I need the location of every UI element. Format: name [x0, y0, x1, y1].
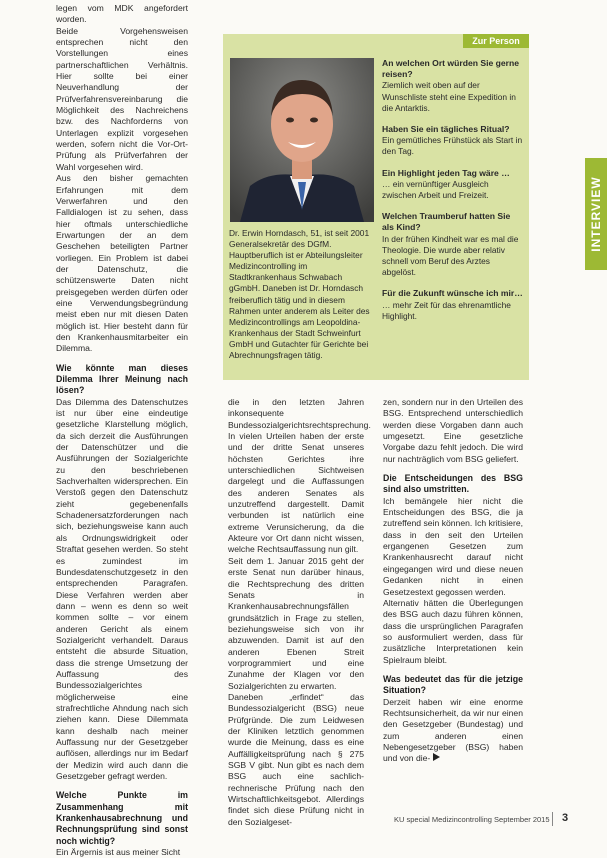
- paragraph: Das Dilemma des Datenschutzes ist nur über eine eindeutige gesetzliche Klarstellung möglich, da sich derzeit die Ausführungen der Datenschützer und die Ausführungen der Sozialgerichte zu den beschriebenen Sachverhalten widersprechen. Ein Verstoß gegen den Datenschutz zieht gegebenenfalls Schadenersatzforderungen nach sich, beziehungsweise kann auch als Ordnungswidrigkeit oder Straftat gesehen werden. So steht es zumindest im Bundesdatenschutzgesetz in den entsprechenden Paragrafen. Diese Verfahren werden aber dann – wenn es denn so weit kommen sollte – vor einem anderen Gericht als einem Sozialgericht verhandelt. Daraus entsteht die absurde Situation, dass die strenge Umsetzung der Auffassung des Bundessozialgerichtes möglicherweise eine strafrechtliche Ahndung nach sich ziehen kann. Diese Dilemmata kann deshalb nach meiner Auffassung nur der Gesetzgeber auflösen, allerdings nur im Bedarf der Medizin wird auch dann die Gesetzgeber gefragt werden.: [56, 396, 188, 782]
- portrait-caption: Dr. Erwin Horndasch, 51, ist seit 2001 Generalsekretär des DGfM. Hauptberuflich ist er Abteilungsleiter Medizincontrolling im Stadtkrankenhaus Schwabach gGmbH. Daneben ist Dr. Horndasch freiberuflich tätig und in diesem Rahmen unter anderem als Leiter des Medizincontrollings am Leopoldina-Krankenhaus der Stadt Schweinfurt GmbH und Gutachter für Gerichte bei Abrechnungsfragen tätig.: [229, 228, 370, 361]
- portrait-illustration: [230, 58, 374, 222]
- side-tab-label: INTERVIEW: [589, 176, 603, 252]
- qa-answer: Ziemlich weit oben auf der Wunschliste steht eine Expedition in die Antarktis.: [382, 80, 516, 113]
- qa-answer: … mehr Zeit für das ehrenamtliche Highlight.: [382, 299, 511, 321]
- column-right: [383, 397, 523, 765]
- paragraph: Daneben „erfindet“ das Bundessozialgericht (BSG) neue Prüfgründe. Die zum Leidwesen der Kliniken letztlich genommen wurde die Meinung, dass es eine Auffälligkeitsprüfung nach § 275 SGB V gibt. Nun gibt es nach dem BSG auch eine sachlich-rechnerische Prüfung nach den Wirtschaftlichkeitsgebot. Allerdings findet sich diese Prüfung nicht in den Sozialgeset-: [228, 691, 364, 827]
- qa-question: Haben Sie ein tägliches Ritual?: [382, 124, 510, 135]
- section-tag: Zur Person: [463, 34, 529, 48]
- question-heading: Die Entscheidungen des BSG sind also umstritten.: [383, 473, 523, 495]
- page-number: 3: [562, 812, 569, 824]
- column-middle: [228, 397, 371, 828]
- continue-arrow-icon: [433, 753, 440, 761]
- footer-divider: [552, 812, 553, 826]
- question-heading: Welche Punkte im Zusammenhang mit Krankenhausabrechnung und Rechnungsprüfung sind sonst noch wichtig?: [56, 790, 188, 846]
- paragraph: Ich bemängele hier nicht die Entscheidungen des BSG, die ja zutreffend sein können. Ich kritisiere, dass in den seit den Urteilen ergangenen Gesetzen zum Krankenhausrecht darauf nicht eingegangen wird und diese neuen Gedanken nicht in einen Gesetzestext gegossen werden.: [383, 495, 523, 597]
- paragraph-text: Derzeit haben wir eine enorme Rechtsunsicherheit, da wir nur einen den Gesetzgeber (Bundestag) und zum anderen einen Nebengesetzgeber (BSG) haben und von die-: [383, 696, 523, 764]
- question-heading: Was bedeutet das für die jetzige Situation?: [383, 673, 523, 696]
- paragraph: Ein Ärgernis ist aus meiner Sicht: [56, 847, 181, 858]
- paragraph: die in den letzten Jahren inkonsequente Bundessozialgerichtsrechtsprechung. In vielen Urteilen haben der erste und der dritte Senat unseres höchsten Gerichtes ihre unterschiedlichen Sichtweisen dargelegt und die Auffassungen des anderen Senates als unzutreffend dargestellt. Damit verbunden ist natürlich eine extreme Verunsicherung, da die Akteure vor Ort dann nicht wissen, welche Rechtsauffassung nun gilt.: [228, 397, 371, 555]
- qa-question: Ein Highlight jeden Tag wäre …: [382, 167, 510, 178]
- qa-question: Für die Zukunft wünsche ich mir…: [382, 288, 523, 299]
- qa-answer: In der frühen Kindheit war es mal die Theologie. Die wurde aber relativ schnell vom Beruf des Arztes abgelöst.: [382, 233, 519, 278]
- paragraph: [383, 697, 523, 765]
- paragraph: Beide Vorgehensweisen entsprechen nicht den Vorstellungen eines partnerschaftlichen Verhältnis. Hier sollte bei einer Neuverhandlung der Prüfverfahrensvereinbarung die Möglichkeit des Nachreichens bzw. des Nachforderns von Unterlagen explizit vorgesehen werden, sofern nicht die Vor-Ort-Prüfung als Prüfverfahren der Wahl vorgesehen wird.: [56, 25, 188, 172]
- qa-answer: Ein gemütliches Frühstück als Start in den Tag.: [382, 135, 523, 157]
- question-heading: Wie könnte man dieses Dilemma Ihrer Meinung nach lösen?: [56, 362, 188, 396]
- interview-side-tab: [585, 158, 607, 270]
- portrait-photo: [230, 58, 374, 222]
- paragraph: Seit dem 1. Januar 2015 geht der erste Senat nun darüber hinaus, die Rechtsprechung des dritten Senats in Krankenhausabrechnungsfällen grundsätzlich in Frage zu stellen, beziehungsweise sich von ihr abzuwenden. Damit ist auf den anderen Ebenen Streit vorprogrammiert und eine Zunahme der Klagen vor den Sozialgerichten zu erwarten.: [228, 555, 364, 691]
- paragraph: zen, sondern nur in den Urteilen des BSG. Entsprechend unterschiedlich werden diese Vorgaben dann auch umgesetzt. Eine gesetzliche Vorgabe dazu fehlt jedoch. Die wird nur nachträglich vom BSG geliefert.: [383, 397, 523, 464]
- qa-list: [382, 58, 524, 332]
- column-left: [56, 3, 188, 858]
- paragraph: Aus den bisher gemachten Erfahrungen mit dem Verwerfahren und den Falldialogen ist zu sehen, dass hier oftmals unterschiedliche Erwartungen der an dem Geschehen beteiligten Partner vorliegen. Ein Problem ist dabei der Datenschutz, die schützenswerte Daten nicht preisgegeben werden dürfen oder eine Verwendungsbegründung meist eben nur mit diesen Daten möglich ist. Hier besteht dann für den Krankenhausmitarbeiter ein Dilemma.: [56, 173, 188, 354]
- qa-question: Welchen Traumberuf hatten Sie als Kind?: [382, 211, 511, 233]
- paragraph: Alternativ hätten die Überlegungen des BSG auch dazu führen können, dass die ursprünglichen Paragrafen so ausformuliert werden, dass für zusätzliche Interpretationen kein Spielraum bleibt.: [383, 597, 523, 665]
- qa-answer: … ein vernünftiger Ausgleich zwischen Arbeit und Freizeit.: [382, 178, 489, 201]
- paragraph: legen vom MDK angefordert worden.: [56, 3, 188, 25]
- qa-question: An welchen Ort würden Sie gerne reisen?: [382, 58, 520, 80]
- page-footer: KU special Medizincontrolling September 2015: [394, 815, 550, 824]
